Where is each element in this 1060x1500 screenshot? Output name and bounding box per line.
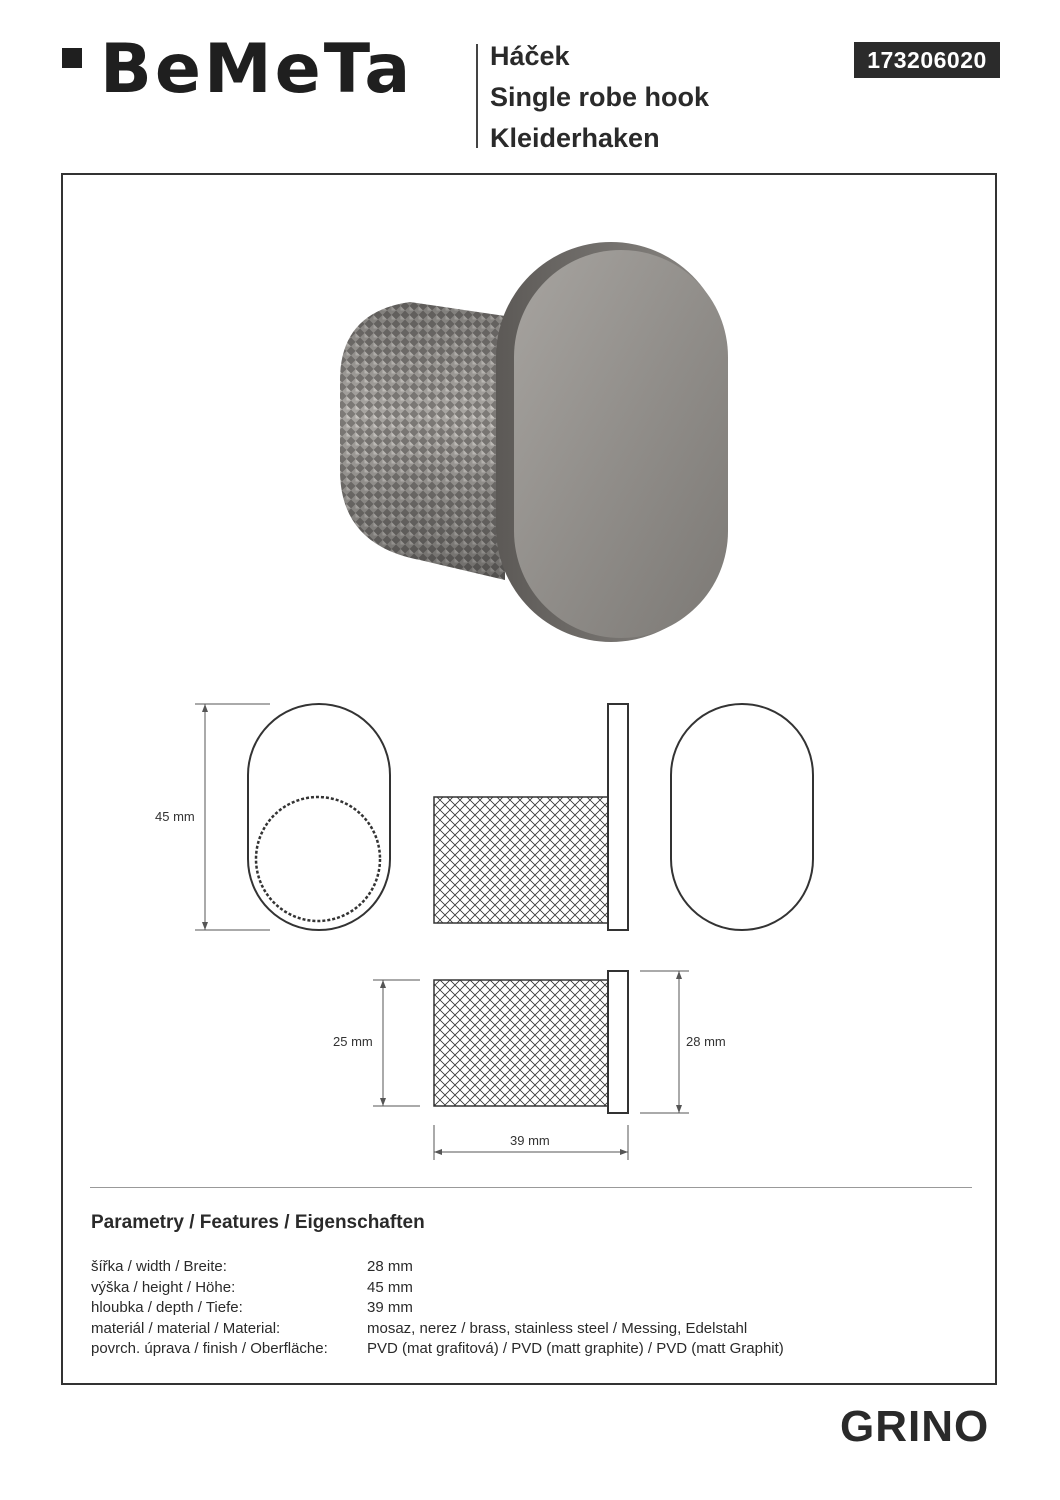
title-en: Single robe hook — [490, 82, 710, 112]
spec-table — [91, 1258, 784, 1361]
product-render — [340, 242, 728, 642]
spec-value: 39 mm — [367, 1299, 413, 1316]
spec-label: hloubka / depth / Tiefe: — [91, 1299, 243, 1316]
spec-value: mosaz, nerez / brass, stainless steel / Messing, Edelstahl — [367, 1319, 748, 1337]
spec-label: šířka / width / Breite: — [91, 1258, 227, 1275]
spec-label: materiál / material / Material: — [91, 1319, 281, 1337]
side-view — [434, 704, 628, 930]
back-view — [671, 704, 813, 930]
dim-height-label: 45 mm — [155, 809, 195, 824]
front-view — [248, 704, 390, 930]
dim-depth-label: 39 mm — [510, 1133, 550, 1148]
spec-row-finish — [91, 1340, 784, 1361]
features-heading: Parametry / Features / Eigenschaften — [91, 1212, 425, 1233]
product-code-badge: 173206020 — [854, 42, 1000, 78]
title-de: Kleiderhaken — [490, 123, 660, 153]
spec-row-material — [91, 1320, 784, 1341]
spec-row-width — [91, 1258, 784, 1279]
spec-value: 45 mm — [367, 1278, 413, 1296]
spec-row-height — [91, 1279, 784, 1300]
series-name: GRINO — [840, 1402, 990, 1451]
spec-label: povrch. úprava / finish / Oberfläche: — [91, 1340, 328, 1357]
spec-row-depth — [91, 1299, 784, 1320]
spec-label: výška / height / Höhe: — [91, 1278, 236, 1296]
brand-logo: BeMeTa — [100, 30, 414, 109]
title-cs: Háček — [490, 41, 570, 71]
section-divider — [90, 1187, 972, 1188]
top-view — [434, 971, 628, 1113]
dim-body-label: 25 mm — [333, 1034, 373, 1049]
spec-value: PVD (mat grafitová) / PVD (matt graphite) / PVD (matt Graphit) — [367, 1340, 784, 1357]
spec-value: 28 mm — [367, 1258, 413, 1275]
dim-plate-label: 28 mm — [686, 1034, 726, 1049]
